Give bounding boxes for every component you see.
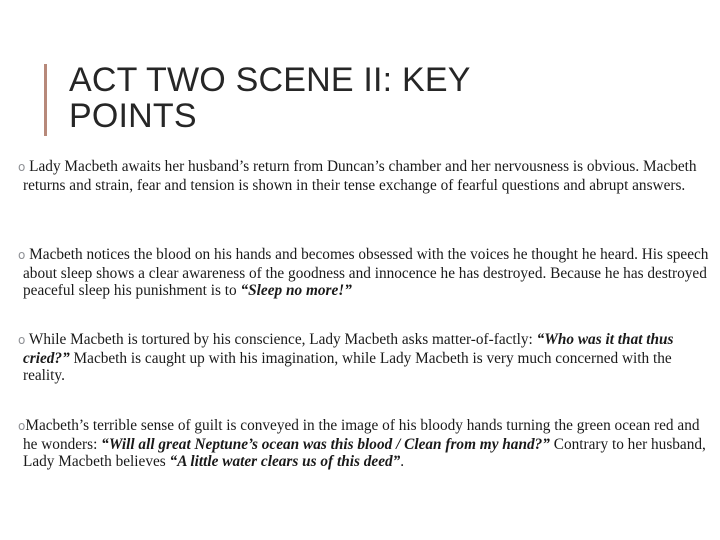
bullet-2-text: Macbeth notices the blood on his hands and becomes obsessed with the voices he thought he heard. His speech about sleep shows a clear awareness of the goodness and innocence he has destroyed. Because he has destroyed peaceful sleep his punishment is to bbox=[23, 246, 709, 300]
bullet-2-quote: “Sleep no more!” bbox=[240, 282, 352, 300]
bullet-3-text-b: Macbeth is caught up with his imagination, while Lady Macbeth is very much concerned with the reality. bbox=[23, 349, 672, 385]
bullet-4-text-b: Contrary to her husband, Lady Macbeth believes bbox=[23, 435, 706, 471]
title-line-1: ACT TWO SCENE II: KEY bbox=[69, 61, 471, 99]
slide-title-block bbox=[44, 62, 684, 138]
bullet-3-text-a: While Macbeth is tortured by his conscience, Lady Macbeth asks matter-of-factly: bbox=[28, 331, 537, 348]
title-line-2: POINTS bbox=[69, 97, 197, 135]
bullet-4-text-c: . bbox=[400, 453, 405, 471]
bullet-marker-icon: o bbox=[18, 248, 26, 262]
bullet-3-quote: “Who was it that thus cried?” bbox=[23, 331, 674, 367]
bullet-marker-icon: o bbox=[18, 419, 26, 433]
bullet-point-4 bbox=[18, 417, 713, 471]
bullet-4-text-a: Macbeth’s terrible sense of guilt is conveyed in the image of his bloody hands turning the green ocean red and he wonders: bbox=[23, 417, 700, 453]
bullet-point-2 bbox=[18, 246, 713, 300]
bullet-marker-icon: o bbox=[18, 333, 26, 347]
bullet-4-quote-a: “Will all great Neptune’s ocean was this blood / Clean from my hand?” bbox=[101, 435, 550, 453]
slide-title bbox=[69, 62, 471, 134]
bullet-marker-icon: o bbox=[18, 160, 26, 174]
bullet-1-text: Lady Macbeth awaits her husband’s return from Duncan’s chamber and her nervousness is obvious. Macbeth returns and strain, fear and tension is shown in their tense exchange of fearful questions and abrupt answers. bbox=[23, 158, 697, 194]
title-accent-bar bbox=[44, 64, 47, 136]
bullet-point-3 bbox=[18, 331, 713, 385]
bullet-4-quote-b: “A little water clears us of this deed” bbox=[169, 453, 401, 471]
bullet-point-1 bbox=[18, 158, 713, 194]
